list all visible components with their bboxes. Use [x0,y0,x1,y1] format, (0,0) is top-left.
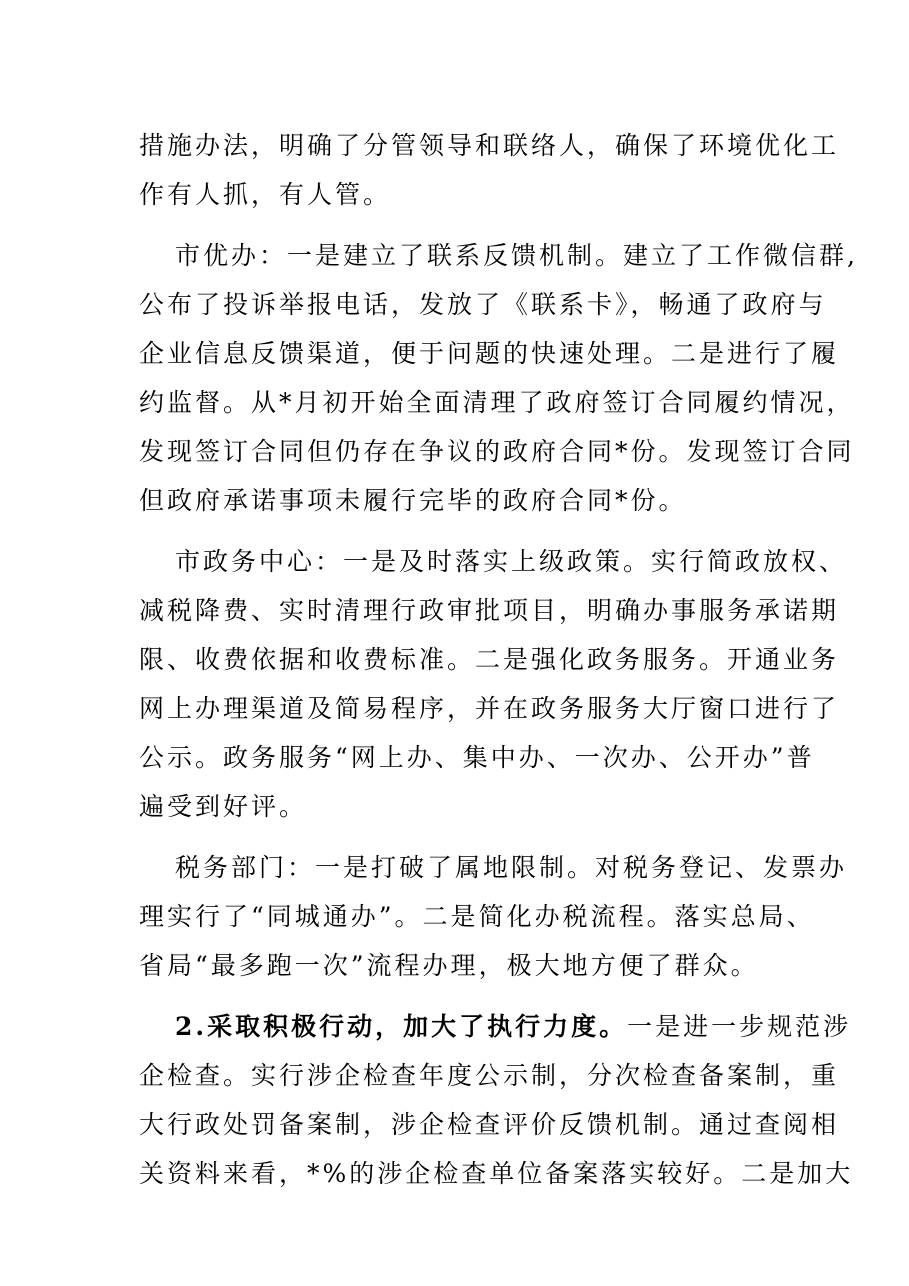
paragraph-3 [139,537,848,831]
text-line: 公布了投诉举报电话，发放了《联系卡》，畅通了政府与 [139,290,827,319]
text-line: 网上办理渠道及简易程序，并在政务服务大厅窗口进行了 [139,694,840,723]
text-line: 大行政处罚备案制，涉企检查评价反馈机制。通过查阅相 [139,1110,840,1139]
section-heading: 2.采取积极行动，加大了执行力度。 [175,1012,628,1041]
text-line: 关资料来看，*%的涉企检查单位备案落实较好。二是加大 [139,1159,854,1188]
text-line: 作有人抓，有人管。 [139,180,392,209]
paragraph-5 [139,1002,854,1198]
text-line: 约监督。从*月初开始全面清理了政府签订合同履约情况， [139,388,855,417]
text-line: 省局“最多跑一次”流程办理，极大地方便了群众。 [139,951,759,980]
text-line: 措施办法，明确了分管领导和联络人，确保了环境优化工 [139,131,840,160]
text-line: 理实行了“同城通办”。二是简化办税流程。落实总局、 [139,902,815,931]
paragraph-4 [139,843,848,990]
document-page [139,121,858,1210]
text-line: 但政府承诺事项未履行完毕的政府合同*份。 [139,486,687,515]
paragraph-1 [139,121,840,219]
text-line [139,1002,852,1051]
text-line: 市优办：一是建立了联系反馈机制。建立了工作微信群, [175,241,858,270]
text-line: 税务部门：一是打破了属地限制。对税务登记、发票办 [175,853,848,882]
text-line: 发现签订合同但仍存在争议的政府合同*份。发现签订合同 [139,437,855,466]
text-line: 市政务中心：一是及时落实上级政策。实行简政放权、 [175,547,848,576]
text-line: 遍受到好评。 [139,792,308,821]
text-line: 企业信息反馈渠道，便于问题的快速处理。二是进行了履 [139,339,840,368]
text-line: 公示。政务服务“网上办、集中办、一次办、公开办”普 [139,743,815,772]
text-run: 一是进一步规范涉 [627,1012,852,1041]
text-line: 企检查。实行涉企检查年度公示制，分次检查备案制，重 [139,1061,840,1090]
text-line: 限、收费依据和收费标准。二是强化政务服务。开通业务 [139,645,840,674]
text-line: 减税降费、实时清理行政审批项目，明确办事服务承诺期 [139,596,840,625]
paragraph-2 [139,231,858,525]
